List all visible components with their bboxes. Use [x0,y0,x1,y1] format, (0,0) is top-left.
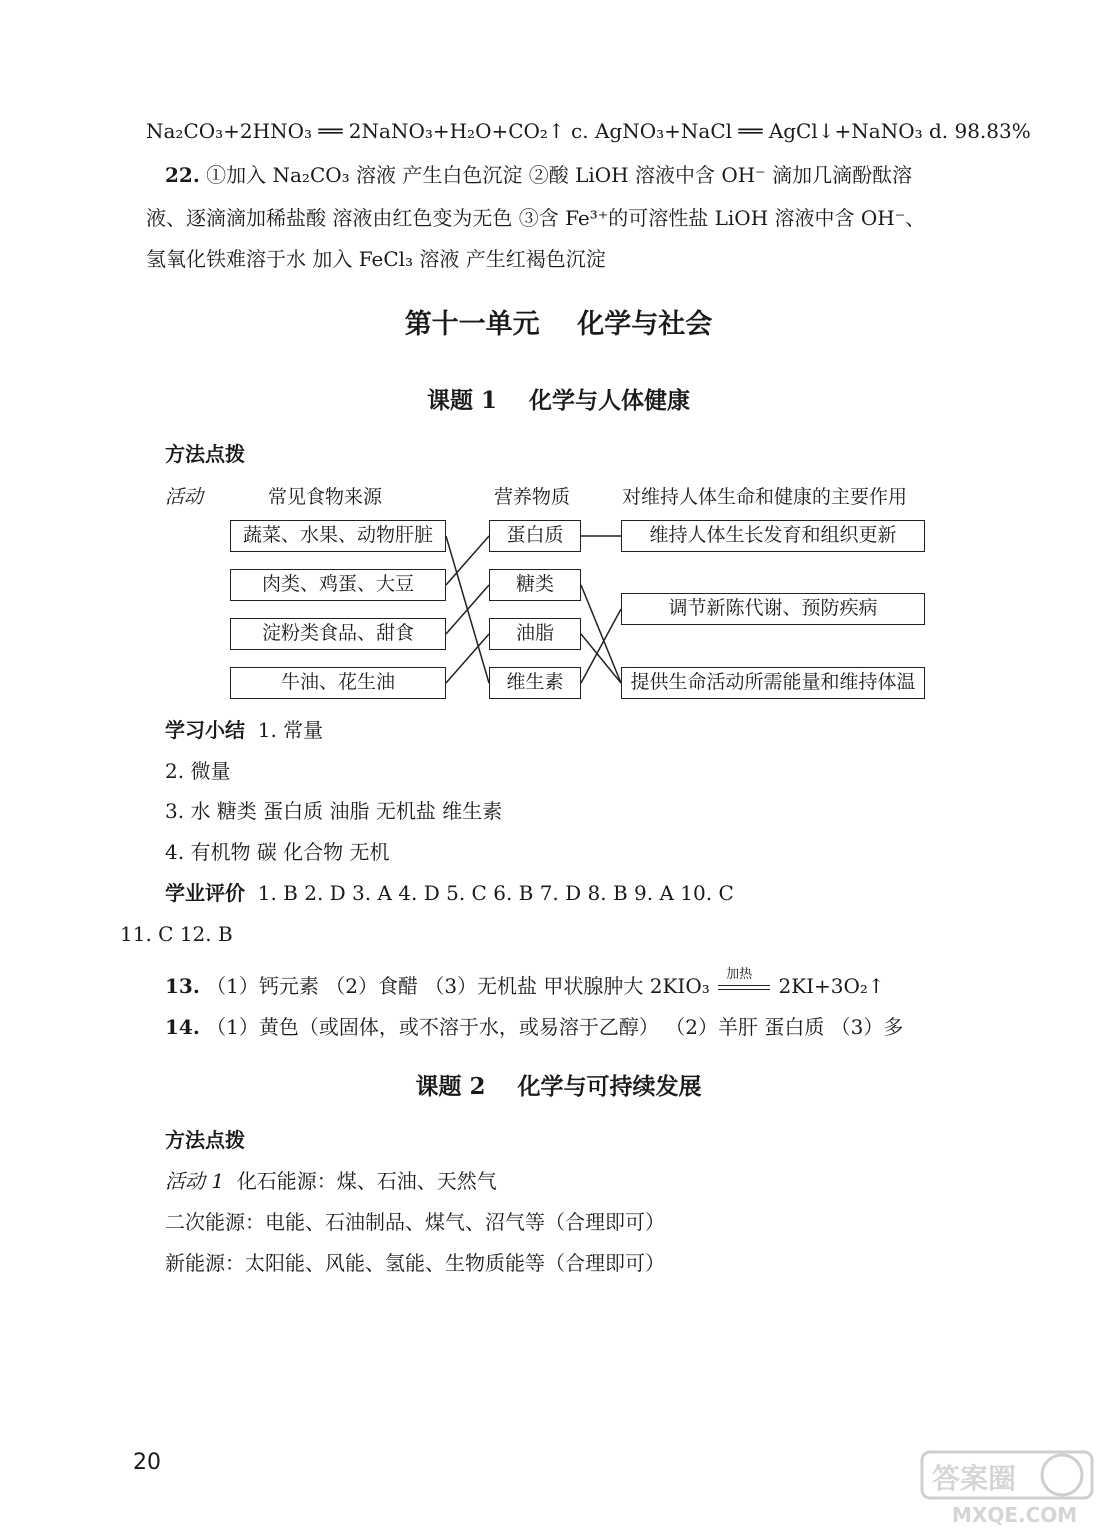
nutrient-box-sugar: 糖类 [489,569,581,601]
topic-2-line-1 [165,1168,497,1194]
food-box-starch: 淀粉类食品、甜食 [230,618,446,650]
nutrient-box-fat: 油脂 [489,618,581,650]
nutrient-box-protein: 蛋白质 [489,520,581,552]
topic-2-method-label: 方法点拨 [165,1128,245,1152]
evaluation-line-1 [165,880,734,906]
food-box-vegetables: 蔬菜、水果、动物肝脏 [230,520,446,552]
nutrient-box-vitamin: 维生素 [489,667,581,699]
question-14 [165,1014,903,1040]
page-number: 20 [133,1450,161,1475]
evaluation-answers-1: 1. B 2. D 3. A 4. D 5. C 6. B 7. D 8. B 9. A 10. C [257,881,734,905]
link-meat-protein [446,536,489,585]
summary-item-1: 1. 常量 [257,718,324,742]
column-function-header: 对维持人体生命和健康的主要作用 [622,486,908,508]
column-nutrient-header: 营养物质 [494,486,571,508]
question-14-text: （1）黄色（或固体，或不溶于水，或易溶于乙醇） （2）羊肝 蛋白质 （3）多 [206,1015,904,1039]
watermark-icon [912,1450,1112,1530]
link-starch-sugar [446,585,489,634]
summary-line-4: 4. 有机物 碳 化合物 无机 [165,840,390,864]
reaction-condition-arrow [716,966,772,998]
link-vitamin-metabolism [581,609,621,683]
question-22-line-1 [165,162,912,188]
question-13-text: （1）钙元素 （2）食醋 （3）无机盐 甲状腺肿大 2KIO₃ [206,974,710,998]
unit-title: 第十一单元 化学与社会 [404,309,713,340]
topic-2-activity-label: 活动 1 [165,1169,225,1193]
link-sugar-energy [581,585,621,683]
svg-text:MXQE.COM: MXQE.COM [952,1503,1078,1527]
food-box-meat: 肉类、鸡蛋、大豆 [230,569,446,601]
question-14-number: 14. [165,1015,200,1039]
topic-2-line-3: 新能源：太阳能、风能、氢能、生物质能等（合理即可） [165,1251,665,1275]
question-13 [165,966,885,999]
topic-1-method-label: 方法点拨 [165,442,245,466]
function-box-growth: 维持人体生长发育和组织更新 [621,520,925,552]
equation-line: Na₂CO₃+2HNO₃ ══ 2NaNO₃+H₂O+CO₂↑ c. AgNO₃+NaCl ══ AgCl↓+NaNO₃ d. 98.83% [146,119,1031,143]
topic-2-fossil-energy: 化石能源：煤、石油、天然气 [236,1169,497,1193]
equals-sign [718,985,770,990]
topic-2-line-2: 二次能源：电能、石油制品、煤气、沼气等（合理即可） [165,1210,665,1234]
topic-2-title: 课题 2 化学与可持续发展 [415,1073,702,1100]
question-13-product: 2KI+3O₂↑ [778,974,885,998]
evaluation-line-2: 11. C 12. B [120,922,233,946]
column-food-header: 常见食物来源 [268,486,383,508]
topic-1-title: 课题 1 化学与人体健康 [426,387,691,414]
question-22-line-2: 液、逐滴滴加稀盐酸 溶液由红色变为无色 ③含 Fe³⁺的可溶性盐 LiOH 溶液中含 OH⁻、 [146,206,926,230]
link-fat-energy [581,634,621,683]
link-vegetables-vitamin [446,536,489,683]
watermark-logo [912,1450,1112,1530]
summary-line-1 [165,717,323,743]
question-22-line-3: 氢氧化铁难溶于水 加入 FeCl₃ 溶液 产生红褐色沉淀 [146,247,606,271]
summary-line-2: 2. 微量 [165,759,231,783]
question-22-number: 22. [165,163,200,187]
function-box-energy: 提供生命活动所需能量和维持体温 [621,667,925,699]
reaction-condition: 加热 [726,966,753,982]
svg-text:答案圈: 答案圈 [932,1462,1017,1495]
function-box-metabolism: 调节新陈代谢、预防疾病 [621,593,925,625]
question-22-text: ①加入 Na₂CO₃ 溶液 产生白色沉淀 ②酸 LiOH 溶液中含 OH⁻ 滴加几滴酚酞溶 [199,163,913,187]
link-oils-fat [446,634,489,683]
question-13-number: 13. [165,974,200,998]
food-box-oils: 牛油、花生油 [230,667,446,699]
summary-line-3: 3. 水 糖类 蛋白质 油脂 无机盐 维生素 [165,799,503,823]
evaluation-label: 学业评价 [165,881,245,905]
summary-label: 学习小结 [165,718,245,742]
activity-label: 活动 [165,486,204,508]
